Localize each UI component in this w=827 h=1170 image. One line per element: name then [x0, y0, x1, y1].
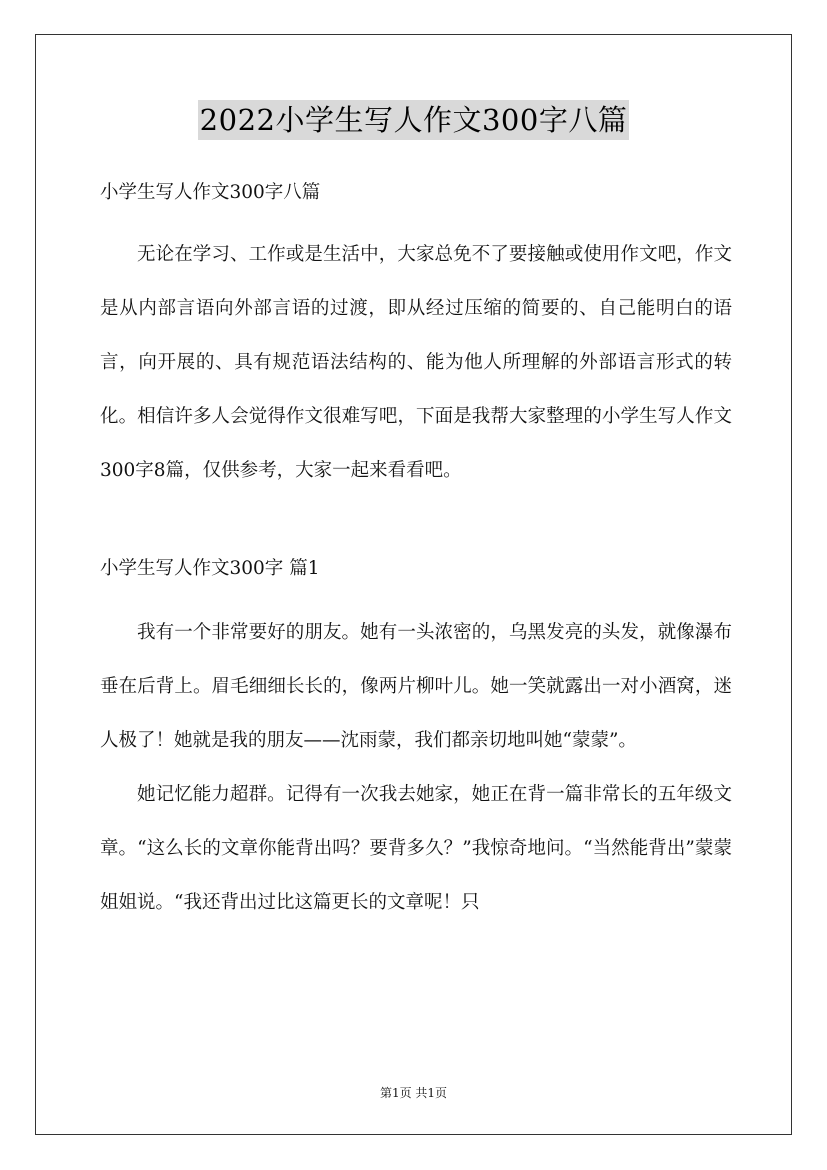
spacer: [100, 592, 732, 606]
spacer: [100, 498, 732, 546]
document-title: 2022小学生写人作文300字八篇: [198, 100, 630, 140]
intro-paragraph: 无论在学习、工作或是生活中，大家总免不了要接触或使用作文吧，作文是从内部言语向外部言语的过渡，即从经过压缩的简要的、自己能明白的语言，向开展的、具有规范语法结构的、能为他人所理解的外部语言形式的转化。相信许多人会觉得作文很难写吧，下面是我帮大家整理的小学生写人作文300字8篇，仅供参考，大家一起来看看吧。: [100, 244, 732, 481]
title-container: [0, 100, 827, 140]
section-heading: 小学生写人作文300字 篇1: [100, 558, 320, 579]
body-paragraph: 我有一个非常要好的朋友。她有一头浓密的，乌黑发亮的头发，就像瀑布垂在后背上。眉毛细细长长的，像两片柳叶儿。她一笑就露出一对小酒窝，迷人极了！她就是我的朋友——沈雨蒙，我们都亲切地叫她“蒙蒙”。: [100, 622, 732, 751]
page-footer: 第1页 共1页: [379, 1086, 448, 1100]
document-body: [100, 170, 732, 930]
body-paragraph: 她记忆能力超群。记得有一次我去她家，她正在背一篇非常长的五年级文章。“这么长的文章你能背出吗？要背多久？”我惊奇地问。“当然能背出”蒙蒙姐姐说。“我还背出过比这篇更长的文章呢！只: [100, 784, 732, 913]
spacer: [100, 216, 732, 228]
document-subtitle: 小学生写人作文300字八篇: [100, 182, 321, 203]
